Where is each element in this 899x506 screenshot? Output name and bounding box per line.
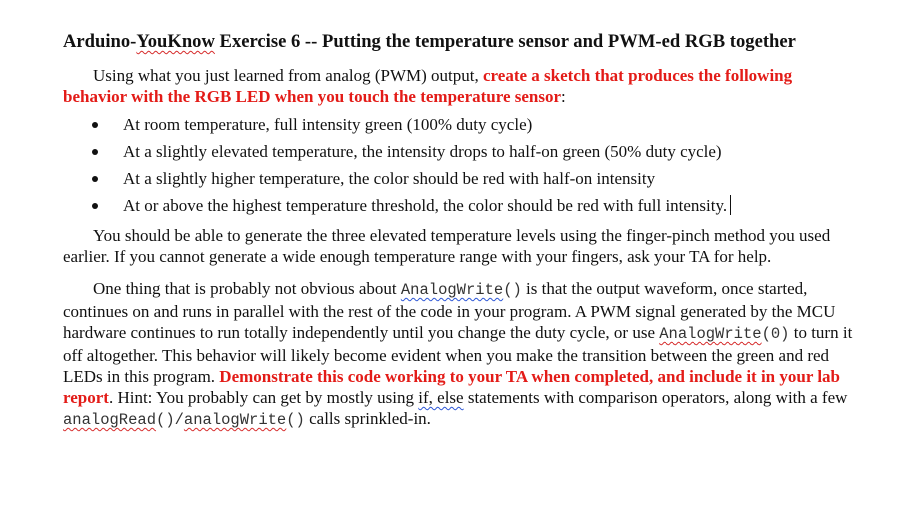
demonstrate-emphasis: Demonstrate this code working to your TA when completed, and include it in your lab report — [63, 367, 840, 407]
text-run: One thing that is probably not obvious about — [93, 279, 401, 298]
title-youknow: YouKnow — [136, 31, 215, 52]
bullet-icon — [92, 149, 98, 155]
text-cursor[interactable] — [730, 195, 731, 215]
code-analogread: analogRead — [63, 411, 157, 429]
list-item — [63, 165, 859, 192]
code-analogwrite-2: AnalogWrite — [659, 325, 762, 343]
intro-emphasis: create a sketch that produces the following behavior with the RGB LED when you touch the temperature sensor — [63, 66, 793, 106]
list-item-text: At room temperature, full intensity green (100% duty cycle) — [123, 115, 533, 134]
text-run: . Hint: You probably can get by mostly using — [108, 388, 419, 407]
title-part1: Arduino- — [63, 31, 137, 52]
title-part2: Exercise 6 -- Putting the temperature sensor and PWM-ed RGB together — [214, 31, 796, 52]
list-item-text: At a slightly higher temperature, the color should be red with half-on intensity — [123, 169, 656, 188]
code-sep: ()/ — [156, 411, 184, 429]
list-item — [63, 192, 859, 219]
list-item — [63, 111, 859, 138]
text-run: statements with comparison operators, along with a few — [463, 388, 848, 407]
analogwrite-paragraph — [63, 278, 859, 431]
if-else-text: if, else — [418, 388, 464, 407]
code-parens: () — [503, 281, 522, 299]
page-title — [63, 31, 859, 53]
bullet-icon — [92, 176, 98, 182]
intro-text: Using what you just learned from analog (PWM) output, — [93, 66, 483, 85]
behavior-list — [63, 111, 859, 219]
text-run: to turn it off altogether. This behavior will likely become evident when you make the transition between the green and red LEDs in this program. — [63, 323, 853, 386]
list-item-text: At a slightly elevated temperature, the intensity drops to half-on green (50% duty cycle) — [123, 142, 722, 161]
text-run: calls sprinkled-in. — [304, 409, 431, 428]
code-arg: (0) — [761, 325, 790, 343]
code-parens-2: () — [286, 411, 305, 429]
intro-end: : — [561, 87, 566, 106]
list-item-text: At or above the highest temperature threshold, the color should be red with full intensity. — [123, 196, 728, 215]
bullet-icon — [92, 203, 98, 209]
text-run: is that the output waveform, once started, continues on and runs in parallel with the rest of the code in your program. A PWM signal generated by the MCU hardware continues to run totally independently until you change the duty cycle, or use — [63, 279, 836, 342]
bullet-icon — [92, 122, 98, 128]
finger-pinch-paragraph: You should be able to generate the three elevated temperature levels using the finger-pinch method you used earlier. If you cannot generate a wide enough temperature range with your fingers, ask your TA for help. — [63, 226, 831, 266]
code-analogwrite-3: analogWrite — [183, 411, 287, 429]
code-analogwrite: AnalogWrite — [400, 281, 504, 299]
intro-paragraph — [63, 65, 859, 107]
list-item — [63, 138, 859, 165]
